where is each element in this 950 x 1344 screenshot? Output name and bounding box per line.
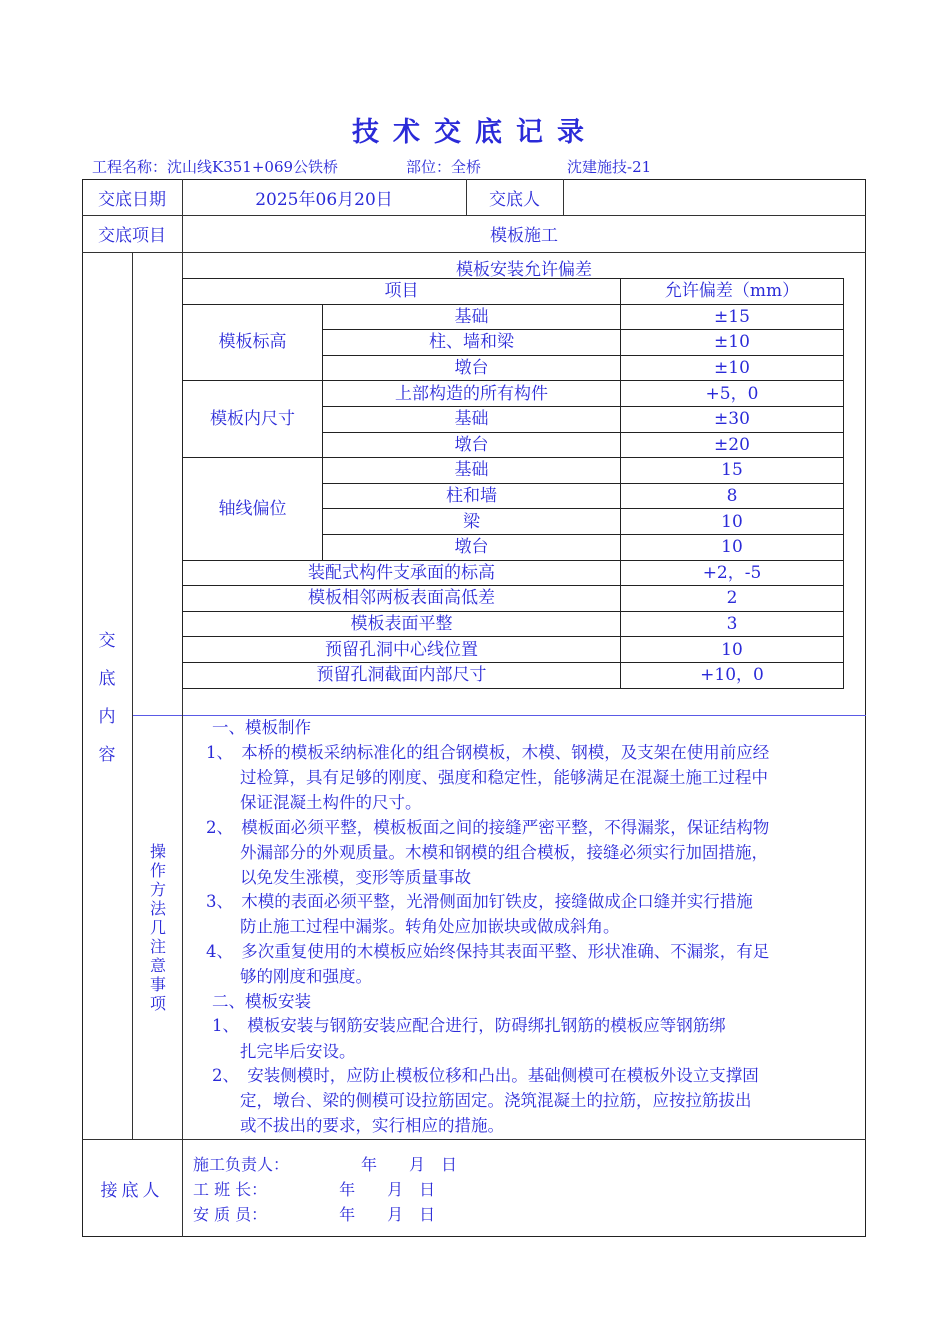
table-row — [183, 458, 844, 484]
sub-item: 梁 — [323, 509, 621, 535]
sub-item: 柱、墙和梁 — [323, 330, 621, 356]
presenter-value — [563, 179, 866, 215]
sub-item: 墩台 — [323, 432, 621, 458]
tolerance: 10 — [621, 637, 844, 663]
divider — [82, 1139, 866, 1140]
tolerance: 2 — [621, 586, 844, 612]
paragraph-line: 1、 本桥的模板采纳标准化的组合钢模板，木模、钢模，及支架在使用前应经 — [206, 743, 770, 762]
single-item: 模板表面平整 — [183, 611, 621, 637]
ops-label-char: 方 — [149, 880, 166, 899]
paragraph-line: 定，墩台、梁的侧模可设拉筋固定。浇筑混凝土的拉筋，应按拉筋拔出 — [240, 1091, 752, 1110]
col-tolerance-header: 允许偏差（mm） — [621, 279, 844, 305]
ops-label-char: 注 — [149, 937, 166, 956]
tolerance: +10，0 — [621, 662, 844, 688]
ops-label-char: 操 — [149, 842, 166, 861]
paragraph-line: 保证混凝土构件的尺寸。 — [240, 793, 422, 812]
tolerance: ±30 — [621, 406, 844, 432]
signature-line-quality: 安 质 员： 年 月 日 — [193, 1205, 436, 1224]
divider — [82, 252, 866, 253]
tolerance: 10 — [621, 534, 844, 560]
single-item: 预留孔洞中心线位置 — [183, 637, 621, 663]
doc-code: 沈建施技-21 — [567, 158, 652, 176]
signature-line-lead: 施工负责人： 年 月 日 — [193, 1155, 458, 1174]
table-row — [183, 611, 844, 637]
sub-item: 柱和墙 — [323, 483, 621, 509]
paragraph-line: 或不拔出的要求，实行相应的措施。 — [240, 1116, 504, 1135]
single-item: 模板相邻两板表面高低差 — [183, 586, 621, 612]
ops-label-char: 几 — [149, 918, 166, 937]
group-name: 轴线偏位 — [183, 458, 323, 560]
receiver-label: 接底人 — [100, 1180, 164, 1201]
content-label — [92, 622, 122, 774]
section-heading: 一、模板制作 — [212, 718, 311, 737]
single-item: 装配式构件支承面的标高 — [183, 560, 621, 586]
paragraph-line: 够的刚度和强度。 — [240, 967, 372, 986]
date-label: 交底日期 — [98, 189, 166, 210]
sub-item: 上部构造的所有构件 — [323, 381, 621, 407]
tolerance: ±15 — [621, 304, 844, 330]
paragraph-line: 3、 木模的表面必须平整，光滑侧面加钉铁皮，接缝做成企口缝并实行措施 — [206, 892, 753, 911]
paragraph-line: 防止施工过程中漏浆。转角处应加嵌块或做成斜角。 — [240, 917, 620, 936]
content-label-char: 内 — [98, 707, 116, 727]
paragraph-line: 2、 模板面必须平整，模板板面之间的接缝严密平整，不得漏浆，保证结构物 — [206, 818, 770, 837]
paragraph-line: 扎完毕后安设。 — [240, 1042, 356, 1061]
divider — [132, 252, 133, 1139]
tolerance: ±10 — [621, 355, 844, 381]
ops-label-char: 作 — [149, 861, 166, 880]
tolerance: +2，-5 — [621, 560, 844, 586]
table-header-row — [183, 279, 844, 305]
paragraph-line: 4、 多次重复使用的木模板应始终保持其表面平整、形状准确、不漏浆，有足 — [206, 942, 770, 961]
table-row — [183, 304, 844, 330]
sub-item: 基础 — [323, 458, 621, 484]
tolerance: +5，0 — [621, 381, 844, 407]
tolerance: ±20 — [621, 432, 844, 458]
col-item-header: 项目 — [183, 279, 621, 305]
ops-label-char: 事 — [149, 975, 166, 994]
signature-line-foreman: 工 班 长： 年 月 日 — [193, 1180, 436, 1199]
sub-item: 墩台 — [323, 534, 621, 560]
date-value: 2025年06月20日 — [255, 189, 393, 210]
table-row — [183, 637, 844, 663]
table-row — [183, 560, 844, 586]
section-heading: 二、模板安装 — [212, 992, 311, 1011]
sub-item: 基础 — [323, 304, 621, 330]
document-title: 技术交底记录 — [352, 117, 598, 148]
tolerance: 10 — [621, 509, 844, 535]
tolerance: 3 — [621, 611, 844, 637]
item-value: 模板施工 — [490, 226, 558, 246]
tolerance: 8 — [621, 483, 844, 509]
content-label-char: 容 — [98, 745, 116, 765]
content-label-char: 交 — [98, 631, 116, 651]
deviation-table — [182, 278, 844, 689]
content-label-char: 底 — [98, 669, 116, 689]
group-name: 模板标高 — [183, 304, 323, 381]
tolerance: ±10 — [621, 330, 844, 356]
sub-item: 基础 — [323, 406, 621, 432]
paragraph-line: 以免发生涨模，变形等质量事故 — [240, 868, 471, 887]
single-item: 预留孔洞截面内部尺寸 — [183, 662, 621, 688]
table-row — [183, 586, 844, 612]
project-name: 工程名称：沈山线K351+069公铁桥 — [92, 158, 339, 176]
paragraph-line: 2、 安装侧模时，应防止模板位移和凸出。基础侧模可在模板外设立支撑固 — [212, 1066, 759, 1085]
ops-label-char: 项 — [149, 994, 166, 1013]
ops-label-char: 法 — [149, 899, 166, 918]
paragraph-line: 过检算，具有足够的刚度、强度和稳定性，能够满足在混凝土施工过程中 — [240, 768, 768, 787]
item-label: 交底项目 — [98, 226, 166, 246]
ops-label-char: 意 — [149, 956, 166, 975]
group-name: 模板内尺寸 — [183, 381, 323, 458]
paragraph-line: 外漏部分的外观质量。木模和钢模的组合模板，接缝必须实行加固措施， — [240, 843, 768, 862]
sub-item: 墩台 — [323, 355, 621, 381]
table-row — [183, 381, 844, 407]
ops-label — [146, 842, 170, 1013]
deviation-title: 模板安装允许偏差 — [456, 260, 592, 280]
table-row — [183, 662, 844, 688]
location: 部位：全桥 — [406, 158, 482, 176]
tolerance: 15 — [621, 458, 844, 484]
paragraph-line: 1、 模板安装与钢筋安装应配合进行，防碍绑扎钢筋的模板应等钢筋绑 — [212, 1016, 726, 1035]
presenter-label: 交底人 — [489, 189, 540, 210]
